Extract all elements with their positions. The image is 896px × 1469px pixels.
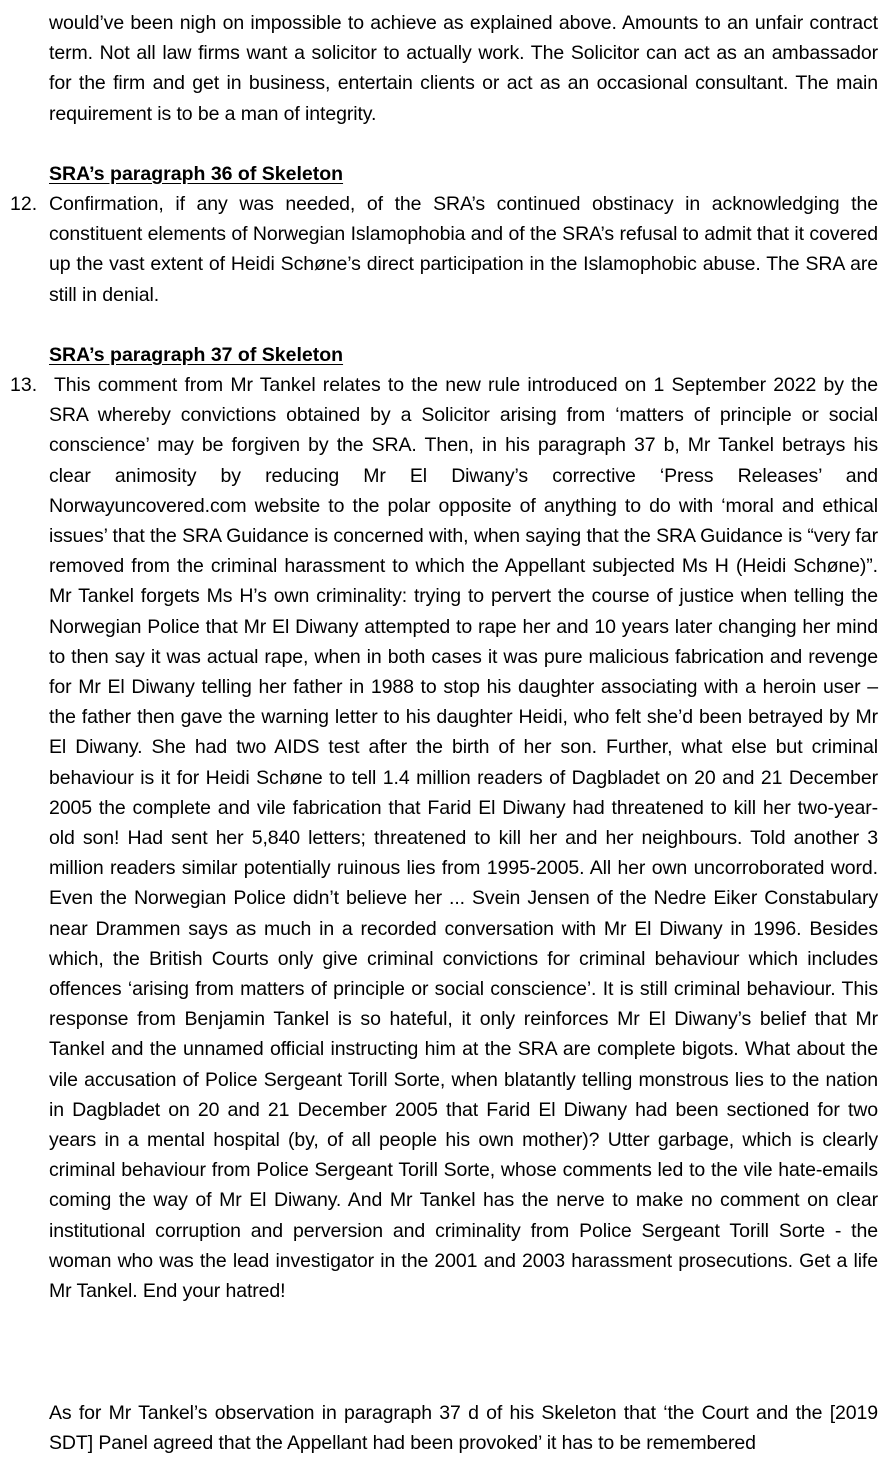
section-36-paragraph: Confirmation, if any was needed, of the SRA’s continued obstinacy in acknowledging the constituent elements of Norwegian Islamophobia and of the SRA’s refusal to admit that it covered up the vast extent of Heidi Schøne’s direct participation in the Islamophobic abuse. The SRA are still in denial. <box>49 193 878 306</box>
intro-paragraph: would’ve been nigh on impossible to achieve as explained above. Amounts to an unfair contract term. Not all law firms want a solicitor to actually work. The Solicitor can act as an ambassador for the firm and get in business, entertain clients or act as an occasional consultant. The main requirement is to be a man of integrity. <box>49 12 878 125</box>
section-36-heading: SRA’s paragraph 36 of Skeleton <box>49 163 344 185</box>
section-36-number: 12. <box>10 193 38 215</box>
closing-paragraph: As for Mr Tankel’s observation in paragraph 37 d of his Skeleton that ‘the Court and the [2019 SDT] Panel agreed that the Appellant had been provoked’ it has to be remembered <box>49 1402 878 1455</box>
section-37-paragraph: This comment from Mr Tankel relates to the new rule introduced on 1 September 2022 by the SRA whereby convictions obtained by a Solicitor arising from ‘matters of principle or social conscience’ may be forgiven by the SRA. Then, in his paragraph 37 b, Mr Tankel betrays his clear animosity by reducing Mr El Diwany’s corrective ‘Press Releases’ and Norwayuncovered.com website to the polar opposite of anything to do with ‘moral and ethical issues’ that the SRA Guidance is concerned with, when saying that the SRA Guidance is “very far removed from the criminal harassment to which the Appellant subjected Ms H (Heidi Schøne)”. Mr Tankel forgets Ms H’s own criminality: trying to pervert the course of justice when telling the Norwegian Police that Mr El Diwany attempted to rape her and 10 years later changing her mind to then say it was actual rape, when in both cases it was pure malicious fabrication and revenge for Mr El Diwany telling her father in 1988 to stop his daughter associating with a heroin user – the father then gave the warning letter to his daughter Heidi, who felt she’d been betrayed by Mr El Diwany. She had two AIDS test after the birth of her son. Further, what else but criminal behaviour is it for Heidi Schøne to tell 1.4 million readers of Dagbladet on 20 and 21 December 2005 the complete and vile fabrication that Farid El Diwany had threatened to kill her two-year-old son! Had sent her 5,840 letters; threatened to kill her and her neighbours. Told another 3 million readers similar potentially ruinous lies from 1995-2005. All her own uncorroborated word. Even the Norwegian Police didn’t believe her ... Svein Jensen of the Nedre Eiker Constabulary near Drammen says as much in a recorded conversation with Mr El Diwany in 1996. Besides which, the British Courts only give criminal convictions for criminal behaviour which includes offences ‘arising from matters of principle or social conscience’. It is still criminal behaviour. This response from Benjamin Tankel is so hateful, it only reinforces Mr El Diwany’s belief that Mr Tankel and the unnamed official instructing him at the SRA are complete bigots. What about the vile accusation of Police Sergeant Torill Sorte, when blatantly telling monstrous lies to the nation in Dagbladet on 20 and 21 December 2005 that Farid El Diwany had been sectioned for two years in a mental hospital (by, of all people his own mother)? Utter garbage, which is clearly criminal behaviour from Police Sergeant Torill Sorte, whose comments led to the vile hate-emails coming the way of Mr El Diwany. And Mr Tankel has the nerve to make no comment on clear institutional corruption and perversion and criminality from Police Sergeant Torill Sorte - the woman who was the lead investigator in the 2001 and 2003 harassment prosecutions. Get a life Mr Tankel. End your hatred! <box>49 374 878 1303</box>
section-37-number: 13. <box>10 374 38 396</box>
section-37-heading: SRA’s paragraph 37 of Skeleton <box>49 344 344 366</box>
